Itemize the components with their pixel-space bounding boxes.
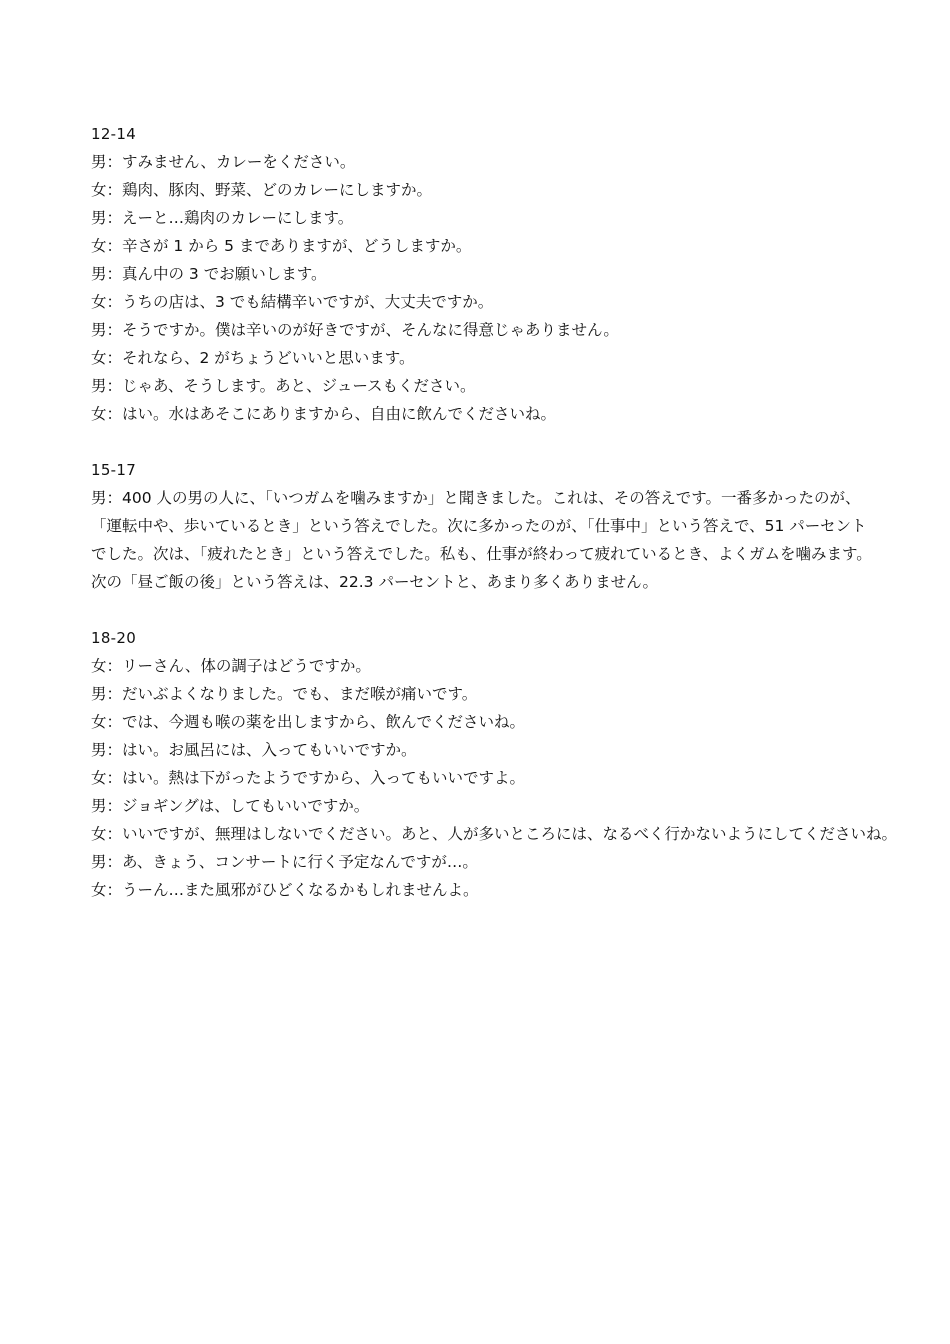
dialogue-line: 女：リーさん、体の調子はどうですか。 <box>91 657 371 675</box>
dialogue-line: 男：だいぶよくなりました。でも、まだ喉が痛いです。 <box>91 685 478 703</box>
paragraph-line: 「運転中や、歩いているとき」という答えでした。次に多かったのが、「仕事中」という答えで、51 パーセント <box>91 517 867 535</box>
dialogue-line: 男：すみません、カレーをください。 <box>91 153 356 171</box>
dialogue-line: 女：辛さが 1 から 5 までありますが、どうしますか。 <box>91 237 472 255</box>
dialogue-line: 男：そうですか。僕は辛いのが好きですが、そんなに得意じゃありません。 <box>91 321 619 339</box>
paragraph-line: でした。次は、「疲れたとき」という答えでした。私も、仕事が終わって疲れているとき、よくガムを噛みます。 <box>91 545 872 563</box>
paragraph-line: 次の「昼ご飯の後」という答えは、22.3 パーセントと、あまり多くありません。 <box>91 573 659 591</box>
section-number: 18-20 <box>91 629 137 647</box>
dialogue-line: 男：はい。お風呂には、入ってもいいですか。 <box>91 741 417 759</box>
document-page <box>91 120 898 904</box>
dialogue-line: 女：鶏肉、豚肉、野菜、どのカレーにしますか。 <box>91 181 433 199</box>
dialogue-line: 男：じゃあ、そうします。あと、ジュースもください。 <box>91 377 476 395</box>
dialogue-line: 男：ジョギングは、してもいいですか。 <box>91 797 370 815</box>
dialogue-line: 女：はい。水はあそこにありますから、自由に飲んでくださいね。 <box>91 405 557 423</box>
dialogue-line: 男：えーと…鶏肉のカレーにします。 <box>91 209 354 227</box>
section-18-20 <box>91 624 898 904</box>
dialogue-line: 男：真ん中の 3 でお願いします。 <box>91 265 327 283</box>
section-number: 15-17 <box>91 461 137 479</box>
dialogue-line: 女：うちの店は、3 でも結構辛いですが、大丈夫ですか。 <box>91 293 494 311</box>
dialogue-line: 女：いいですが、無理はしないでください。あと、人が多いところには、なるべく行かないようにしてくださいね。 <box>91 825 898 843</box>
section-12-14 <box>91 120 871 428</box>
dialogue-line: 女：では、今週も喉の薬を出しますから、飲んでくださいね。 <box>91 713 526 731</box>
dialogue-line: 女：それなら、2 がちょうどいいと思います。 <box>91 349 415 367</box>
section-number: 12-14 <box>91 125 137 143</box>
dialogue-line: 女：はい。熱は下がったようですから、入ってもいいですよ。 <box>91 769 526 787</box>
section-15-17 <box>91 456 871 596</box>
dialogue-line: 女：うーん…また風邪がひどくなるかもしれませんよ。 <box>91 881 479 899</box>
monologue-paragraph <box>91 484 871 596</box>
dialogue-line: 男：あ、きょう、コンサートに行く予定なんですが…。 <box>91 853 478 871</box>
paragraph-line: 男：400 人の男の人に、「いつガムを噛みますか」と聞きました。これは、その答えです。一番多かったのが、 <box>91 489 861 507</box>
